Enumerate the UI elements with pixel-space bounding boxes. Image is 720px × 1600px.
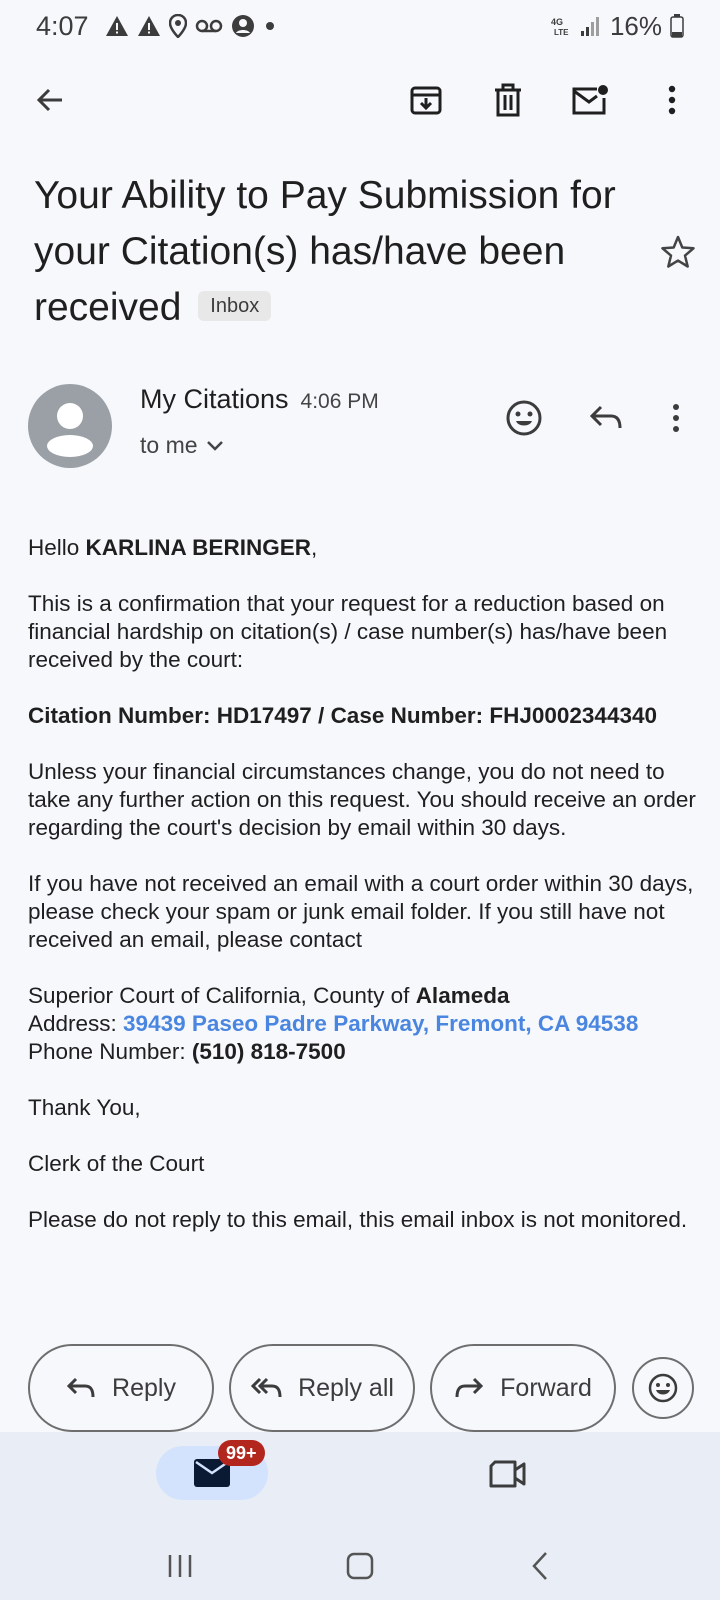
reply-icon [66, 1376, 96, 1400]
message-actions [500, 394, 688, 442]
citation-line [28, 702, 698, 730]
home-button[interactable] [336, 1542, 384, 1590]
back-button[interactable] [26, 76, 74, 124]
thanks-line: Thank You, [28, 1095, 141, 1120]
subject-text: Your Ability to Pay Submission for your Citation(s) has/have been received [34, 174, 616, 329]
add-reaction-button[interactable] [500, 394, 548, 442]
greeting-prefix: Hello [28, 535, 86, 560]
notification-icons [105, 14, 277, 38]
meet-tab[interactable] [484, 1450, 532, 1498]
recipient-text: to me [140, 432, 198, 458]
recipient-details-toggle[interactable] [140, 432, 224, 459]
emoji-icon [505, 399, 543, 437]
arrow-back-icon [34, 84, 66, 116]
forward-button[interactable] [430, 1344, 616, 1432]
reply-button[interactable] [28, 1344, 214, 1432]
status-right [550, 11, 684, 42]
video-camera-icon [489, 1459, 527, 1489]
star-button[interactable] [654, 228, 702, 276]
status-time: 4:07 [36, 10, 89, 41]
recents-icon [166, 1553, 194, 1579]
network-type-icon [550, 16, 572, 36]
more-vert-icon [671, 403, 681, 433]
mark-unread-button[interactable] [566, 76, 614, 124]
app-bar-actions [402, 76, 696, 124]
top-app-bar [0, 60, 720, 140]
reply-label: Reply [112, 1373, 176, 1402]
unless-paragraph: Unless your financial circumstances change, you do not need to take any further action on this request. You should receive an order regarding the court's decision by email within 30 days. [28, 759, 696, 840]
sender-info [140, 384, 379, 415]
message-more-button[interactable] [664, 394, 688, 442]
chevron-down-icon [206, 440, 224, 452]
system-navigation [0, 1532, 720, 1600]
reply-icon-button[interactable] [582, 394, 630, 442]
confirmation-paragraph: This is a confirmation that your request for a reduction based on financial hardship on citation(s) / case number(s) has/have been received by the court: [28, 591, 668, 672]
phone-number[interactable]: (510) 818-7500 [191, 1039, 346, 1064]
more-vert-icon [667, 84, 677, 116]
warning-icon [105, 15, 129, 37]
reply-all-button[interactable] [229, 1344, 415, 1432]
court-info [28, 982, 698, 1066]
status-left [36, 11, 277, 42]
sender-avatar[interactable] [28, 384, 112, 468]
address-link[interactable]: 39439 Paseo Padre Parkway, Fremont, CA 94538 [123, 1011, 639, 1036]
unread-count-badge: 99+ [218, 1440, 265, 1466]
chevron-left-icon [530, 1551, 550, 1581]
status-bar [0, 0, 720, 52]
trash-icon [493, 83, 523, 117]
contact-paragraph: If you have not received an email with a court order within 30 days, please check your spam or junk email folder. If you still have not received an email, please contact [28, 871, 694, 952]
bottom-navigation [0, 1432, 720, 1532]
mark-unread-icon [571, 84, 609, 116]
reply-all-label: Reply all [298, 1373, 394, 1402]
location-icon [169, 14, 187, 38]
county-name: Alameda [415, 983, 510, 1008]
emoji-reaction-button[interactable] [632, 1357, 694, 1419]
voicemail-icon [195, 18, 223, 34]
forward-icon [454, 1376, 484, 1400]
phone-label: Phone Number: [28, 1039, 192, 1064]
recent-apps-button[interactable] [156, 1542, 204, 1590]
citation-text: Citation Number: HD17497 / Case Number: FHJ0002344340 [28, 703, 658, 728]
email-subject [34, 168, 654, 336]
account-circle-icon [231, 14, 255, 38]
home-icon [345, 1551, 375, 1581]
sender-name: My Citations [140, 384, 289, 414]
more-options-button[interactable] [648, 76, 696, 124]
sent-time: 4:06 PM [300, 390, 379, 413]
warning-icon [137, 15, 161, 37]
battery-percent: 16% [609, 10, 662, 41]
greeting-suffix: , [310, 535, 318, 560]
footer-note: Please do not reply to this email, this email inbox is not monitored. [28, 1207, 688, 1232]
system-back-button[interactable] [516, 1542, 564, 1590]
emoji-icon [647, 1372, 679, 1404]
recipient-name: KARLINA BERINGER [85, 535, 311, 560]
address-label: Address: [28, 1011, 124, 1036]
forward-label: Forward [500, 1373, 592, 1402]
archive-icon [409, 83, 443, 117]
inbox-label-chip[interactable]: Inbox [198, 291, 271, 321]
battery-icon [670, 14, 684, 38]
svg-text:LTE: LTE [553, 28, 569, 36]
court-prefix: Superior Court of California, County of [28, 983, 416, 1008]
star-icon [660, 234, 696, 270]
archive-button[interactable] [402, 76, 450, 124]
reply-actions [28, 1344, 694, 1432]
reply-all-icon [250, 1376, 282, 1400]
dot-icon [263, 19, 277, 33]
delete-button[interactable] [484, 76, 532, 124]
greeting [28, 534, 698, 562]
person-icon [28, 384, 112, 468]
signal-icon [580, 15, 602, 37]
reply-icon [589, 404, 623, 432]
svg-text:4G: 4G [550, 17, 563, 27]
signature-line: Clerk of the Court [28, 1151, 205, 1176]
email-body [28, 534, 698, 1262]
